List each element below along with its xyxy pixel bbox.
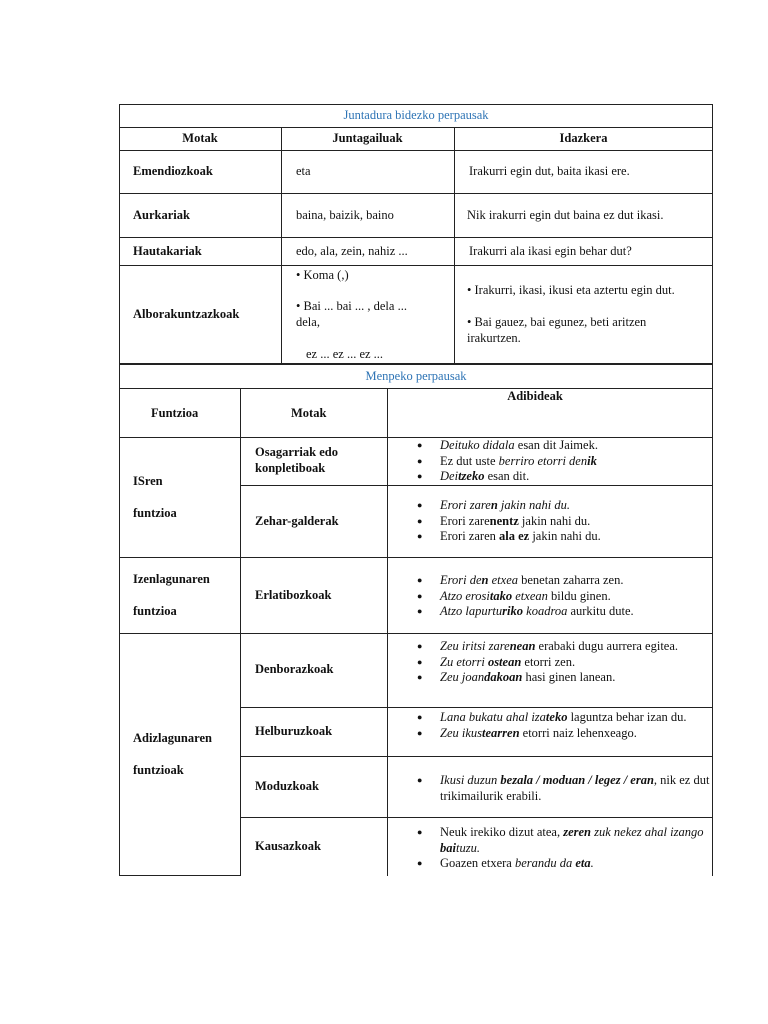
example-item: ● Zeu iritsi zarenean erabaki dugu aurrera egitea. (415, 639, 707, 655)
row-divider (240, 485, 713, 486)
func-adizlagunaren-1: Adizlagunaren (133, 731, 212, 745)
example-item: ● Ez dut uste berriro etorri denik (415, 454, 707, 470)
func-isren-1: ISren (133, 474, 163, 488)
examples-erlatibozkoak (415, 573, 707, 620)
conj-hautakariak: edo, ala, zein, nahiz ... (296, 244, 408, 258)
type-osagarriak-1: Osagarriak edo (255, 445, 338, 459)
adizlagunaren-left (119, 633, 120, 876)
example-aurkariak: Nik irakurri egin dut baina ez dut ikasi. (467, 208, 664, 222)
juntadura-title: Juntadura bidezko perpausak (343, 108, 489, 122)
example-item: ● Zu etorri ostean etorri zen. (415, 655, 707, 671)
example-item: ● Zeu joandakoan hasi ginen lanean. (415, 670, 707, 686)
func-adizlagunaren-2: funtzioak (133, 763, 184, 777)
example-item: ● Ikusi duzun bezala / moduan / legez / eran, nik ez dut trikimailurik erabili. (415, 773, 711, 804)
type-emendiozkoak: Emendiozkoak (133, 164, 213, 178)
row-divider (240, 817, 713, 818)
example-item: ● Zeu ikustearren etorri naiz lehenxeago. (415, 726, 707, 742)
row-divider (119, 193, 713, 194)
header-motak: Motak (182, 131, 218, 145)
menpeko-title: Menpeko perpausak (365, 369, 467, 383)
example-item: ● Atzo lapurturiko koadroa aurkitu dute. (415, 604, 707, 620)
examples-moduzkoak (415, 773, 711, 804)
col-divider (454, 127, 455, 364)
example-item: ● Erori zaren jakin nahi du. (415, 498, 707, 514)
example-item: ● Goazen etxera berandu da eta. (415, 856, 707, 872)
type-zehar-galderak: Zehar-galderak (255, 514, 339, 528)
example-item: ● Deitzeko esan dit. (415, 469, 707, 485)
example-item: ● Erori zaren ala ez jakin nahi du. (415, 529, 707, 545)
type-kausazkoak: Kausazkoak (255, 839, 321, 853)
outer-left (119, 388, 120, 634)
conj-bai-bai: • Bai ... bai ... , dela ... (296, 299, 407, 313)
type-alborakuntzazkoak: Alborakuntzazkoak (133, 307, 240, 321)
type-erlatibozkoak: Erlatibozkoak (255, 588, 332, 602)
col-divider (281, 127, 282, 364)
header-motak-2: Motak (291, 406, 327, 420)
func-isren-2: funtzioa (133, 506, 177, 520)
row-divider (119, 557, 713, 558)
header-juntagailuak: Juntagailuak (332, 131, 403, 145)
outer-right (712, 388, 713, 876)
example-emendiozkoak: Irakurri egin dut, baita ikasi ere. (469, 164, 630, 178)
type-helburuzkoak: Helburuzkoak (255, 724, 333, 738)
row-divider (119, 127, 713, 128)
conj-aurkariak: baina, baizik, baino (296, 208, 394, 222)
type-denborazkoak: Denborazkoak (255, 662, 334, 676)
func-izenlagunaren-1: Izenlagunaren (133, 572, 210, 586)
row-divider (240, 707, 713, 708)
conj-koma: • Koma (,) (296, 268, 349, 282)
examples-helburuzkoak (415, 710, 707, 741)
row-divider (119, 237, 713, 238)
conj-eta: eta (296, 164, 311, 178)
type-hautakariak: Hautakariak (133, 244, 202, 258)
example-item: ● Neuk irekiko dizut atea, zeren zuk nekez ahal izango baituzu. (415, 825, 707, 856)
examples-kausazkoak (415, 825, 707, 872)
row-divider (119, 265, 713, 266)
row-divider (119, 150, 713, 151)
col-divider (387, 388, 388, 876)
conj-ez-ez: ez ... ez ... ez ... (306, 347, 384, 361)
example-item: ● Lana bukatu ahal izateko laguntza behar izan du. (415, 710, 707, 726)
example-alborakuntza-3: irakurtzen. (467, 331, 521, 345)
func-izenlagunaren-2: funtzioa (133, 604, 177, 618)
header-funtzioa: Funtzioa (151, 406, 199, 420)
type-moduzkoak: Moduzkoak (255, 779, 319, 793)
example-item: ● Deituko didala esan dit Jaimek. (415, 438, 707, 454)
examples-denborazkoak (415, 639, 707, 686)
examples-zehar-galderak (415, 498, 707, 545)
row-divider (119, 633, 713, 634)
example-alborakuntza-1: • Irakurri, ikasi, ikusi eta aztertu egin dut. (467, 283, 675, 297)
examples-osagarriak (415, 438, 707, 485)
header-adibideak: Adibideak (507, 389, 563, 403)
col-divider (240, 388, 241, 876)
example-item: ● Erori zarenentz jakin nahi du. (415, 514, 707, 530)
example-alborakuntza-2: • Bai gauez, bai egunez, beti aritzen (467, 315, 647, 329)
row-divider (119, 875, 241, 876)
type-osagarriak-2: konpletiboak (255, 461, 326, 475)
header-idazkera: Idazkera (559, 131, 608, 145)
example-hautakariak: Irakurri ala ikasi egin behar dut? (469, 244, 632, 258)
row-divider (240, 756, 713, 757)
conj-dela: dela, (296, 315, 320, 329)
example-item: ● Atzo erositako etxean bildu ginen. (415, 589, 707, 605)
type-aurkariak: Aurkariak (133, 208, 190, 222)
example-item: ● Erori den etxea benetan zaharra zen. (415, 573, 707, 589)
